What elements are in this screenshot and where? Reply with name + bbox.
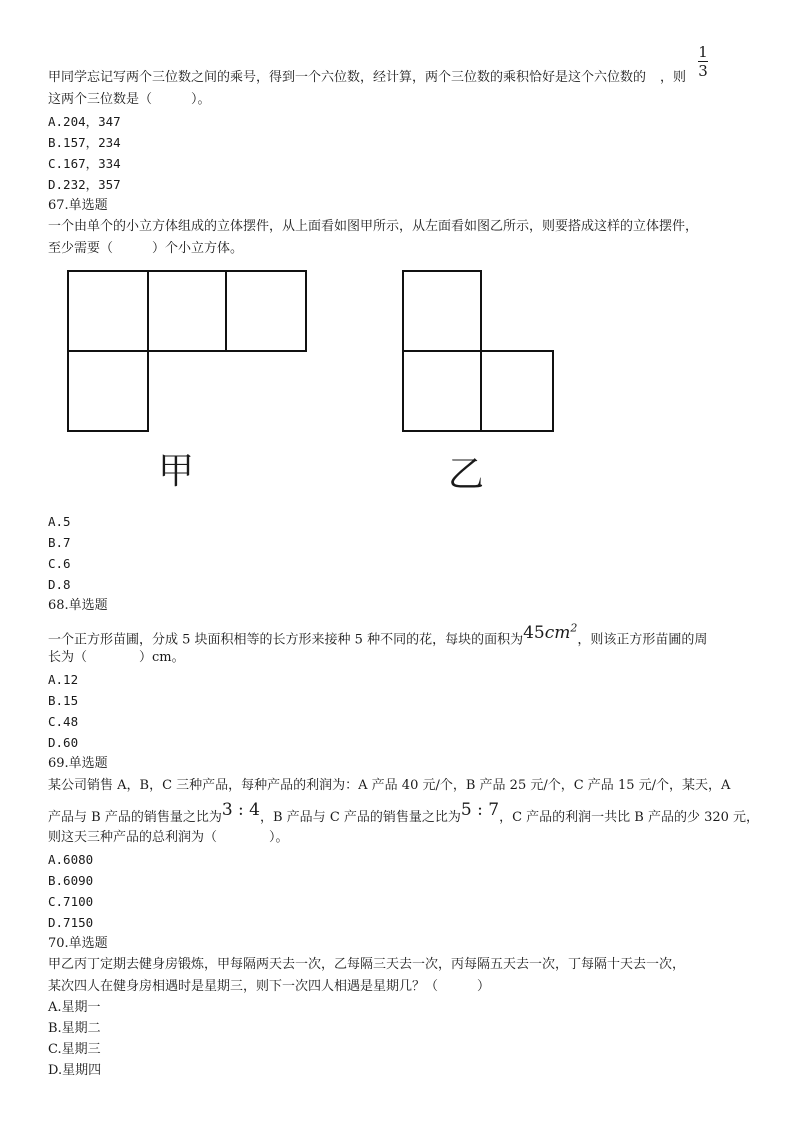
q68-stem-part-b: ，则该正方形苗圃的周 xyxy=(577,632,708,648)
q69-stem-line3: 则这天三种产品的总利润为（ ）。 xyxy=(48,830,289,845)
q70-header: 70.单选题 xyxy=(48,936,108,951)
q69-stem-line1: 某公司销售 A，B，C 三种产品，每种产品的利润为：A 产品 40 元/个，B 产品 25 元/个，C 产品 15 元/个，某天，A xyxy=(48,778,731,793)
top-view-square-1 xyxy=(68,271,148,351)
q69-option-b[interactable]: B.6090 xyxy=(48,873,94,888)
q67-option-c[interactable]: C.6 xyxy=(48,556,71,571)
q68-option-b[interactable]: B.15 xyxy=(48,693,79,708)
q66-stem-part-a: 甲同学忘记写两个三位数之间的乘号，得到一个六位数，经计算，两个三位数的乘积恰好是这个六位数的 xyxy=(48,70,647,85)
q68-option-a[interactable]: A.12 xyxy=(48,672,79,687)
figure-label-yi: 乙 xyxy=(448,454,485,495)
q70-stem-line1: 甲乙丙丁定期去健身房锻炼，甲每隔两天去一次，乙每隔三天去一次，丙每隔五天去一次，丁每隔十天去一次， xyxy=(48,957,686,972)
q69-option-c[interactable]: C.7100 xyxy=(48,894,94,909)
q69-ratio-ab: 3 : 4 xyxy=(221,800,260,820)
q66-option-c[interactable]: C.167，334 xyxy=(48,156,121,171)
figure-left-view xyxy=(403,271,553,431)
left-view-square-2 xyxy=(403,351,481,431)
q68-option-c[interactable]: C.48 xyxy=(48,714,79,729)
q67-option-b[interactable]: B.7 xyxy=(48,535,71,550)
top-view-square-2 xyxy=(148,271,226,351)
figure-label-jia: 甲 xyxy=(158,451,195,492)
q66-option-b[interactable]: B.157，234 xyxy=(48,135,121,150)
q67-stem-line2: 至少需要（ ）个小立方体。 xyxy=(48,241,244,256)
fraction-numerator: 1 xyxy=(698,43,708,61)
q68-header: 68.单选题 xyxy=(48,598,108,613)
q68-option-d[interactable]: D.60 xyxy=(48,735,79,750)
q69-option-d[interactable]: D.7150 xyxy=(48,915,94,930)
q68-stem-line2: 长为（ ）cm。 xyxy=(48,650,185,665)
top-view-square-4 xyxy=(68,351,148,431)
fraction-denominator: 3 xyxy=(698,62,708,80)
q70-option-d[interactable]: D.星期四 xyxy=(48,1063,102,1078)
left-view-square-1 xyxy=(403,271,481,351)
q68-stem-part-a: 一个正方形苗圃，分成 5 块面积相等的长方形来接种 5 种不同的花，每块的面积为 xyxy=(48,632,524,648)
q66-stem-part-b: ，则 xyxy=(660,70,687,85)
q69-header: 69.单选题 xyxy=(48,756,108,771)
q70-option-c[interactable]: C.星期三 xyxy=(48,1042,101,1057)
q69-stem-part-a: 产品与 B 产品的销售量之比为 xyxy=(48,810,222,825)
q67-stem-line1: 一个由单个的小立方体组成的立体摆件，从上面看如图甲所示，从左面看如图乙所示，则要搭成这样的立体摆件， xyxy=(48,219,699,234)
q67-figures xyxy=(48,0,768,500)
q67-header: 67.单选题 xyxy=(48,198,108,213)
q67-option-a[interactable]: A.5 xyxy=(48,514,71,529)
q70-stem-line2: 某次四人在健身房相遇时是星期三，则下一次四人相遇是星期几？（ ） xyxy=(48,979,491,994)
left-view-square-3 xyxy=(481,351,553,431)
q69-stem-part-c: ，C 产品的利润一共比 B 产品的少 320 元， xyxy=(499,810,760,825)
q66-option-d[interactable]: D.232，357 xyxy=(48,177,121,192)
q68-area-expression: $45cm^2$ xyxy=(523,621,578,643)
q66-option-a[interactable]: A.204，347 xyxy=(48,114,121,129)
q69-stem-part-b: ，B 产品与 C 产品的销售量之比为 xyxy=(260,810,461,825)
q67-option-d[interactable]: D.8 xyxy=(48,577,71,592)
q70-option-a[interactable]: A.星期一 xyxy=(48,1000,101,1015)
q66-stem-line2: 这两个三位数是（ ）。 xyxy=(48,92,211,107)
figure-top-view xyxy=(68,271,306,431)
top-view-square-3 xyxy=(226,271,306,351)
q69-stem-line2 xyxy=(48,800,760,826)
q69-option-a[interactable]: A.6080 xyxy=(48,852,94,867)
q69-ratio-bc: 5 : 7 xyxy=(460,800,500,820)
q70-option-b[interactable]: B.星期二 xyxy=(48,1021,101,1036)
q68-stem-line1 xyxy=(48,621,708,649)
